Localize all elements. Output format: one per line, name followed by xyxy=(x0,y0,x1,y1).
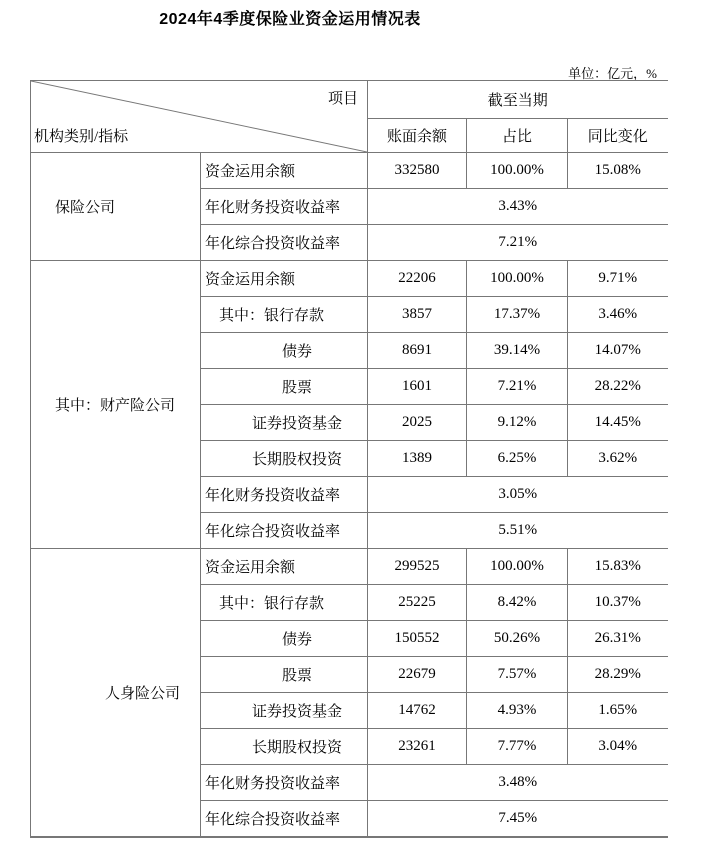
indicator-cell: 其中：银行存款 xyxy=(201,297,368,333)
share-cell: 4.93% xyxy=(467,693,568,729)
yoy-cell: 14.07% xyxy=(568,333,668,369)
page-title: 2024年4季度保险业资金运用情况表 xyxy=(159,11,421,28)
balance-cell: 1389 xyxy=(368,441,467,477)
header-row-1 xyxy=(31,81,668,119)
yoy-cell: 28.29% xyxy=(568,657,668,693)
yoy-cell: 15.08% xyxy=(568,153,668,189)
table-row xyxy=(31,153,668,189)
share-cell: 6.25% xyxy=(467,441,568,477)
balance-cell: 1601 xyxy=(368,369,467,405)
indicator-cell: 资金运用余额 xyxy=(201,261,368,297)
section-cell-3: 人身险公司 xyxy=(31,549,201,837)
indicator-cell: 年化财务投资收益率 xyxy=(201,477,368,513)
indicator-cell: 其中：银行存款 xyxy=(201,585,368,621)
table-body xyxy=(31,153,668,837)
balance-cell: 150552 xyxy=(368,621,467,657)
indicator-cell: 长期股权投资 xyxy=(201,441,368,477)
indicator-cell: 证券投资基金 xyxy=(201,405,368,441)
share-cell: 100.00% xyxy=(467,549,568,585)
indicator-cell: 年化财务投资收益率 xyxy=(201,765,368,801)
balance-cell: 3857 xyxy=(368,297,467,333)
corner-label-category: 机构类别/指标 xyxy=(34,129,129,145)
group-header-current-period: 截至当期 xyxy=(368,81,668,119)
yoy-cell: 26.31% xyxy=(568,621,668,657)
yoy-cell: 1.65% xyxy=(568,693,668,729)
share-cell: 50.26% xyxy=(467,621,568,657)
indicator-cell: 债券 xyxy=(201,333,368,369)
balance-cell: 299525 xyxy=(368,549,467,585)
share-cell: 7.57% xyxy=(467,657,568,693)
balance-cell: 2025 xyxy=(368,405,467,441)
column-header-balance: 账面余额 xyxy=(368,119,467,153)
balance-cell: 14762 xyxy=(368,693,467,729)
fund-utilization-table xyxy=(30,80,668,838)
merged-value-cell: 3.48% xyxy=(368,765,668,801)
yoy-cell: 3.62% xyxy=(568,441,668,477)
indicator-cell: 股票 xyxy=(201,369,368,405)
merged-value-cell: 7.45% xyxy=(368,801,668,837)
share-cell: 9.12% xyxy=(467,405,568,441)
merged-value-cell: 3.05% xyxy=(368,477,668,513)
yoy-cell: 10.37% xyxy=(568,585,668,621)
share-cell: 7.21% xyxy=(467,369,568,405)
yoy-cell: 9.71% xyxy=(568,261,668,297)
table-row xyxy=(31,549,668,585)
balance-cell: 25225 xyxy=(368,585,467,621)
column-header-yoy: 同比变化 xyxy=(568,119,668,153)
merged-value-cell: 7.21% xyxy=(368,225,668,261)
indicator-cell: 资金运用余额 xyxy=(201,549,368,585)
yoy-cell: 3.04% xyxy=(568,729,668,765)
balance-cell: 23261 xyxy=(368,729,467,765)
section-cell-2: 其中：财产险公司 xyxy=(31,261,201,549)
indicator-cell: 股票 xyxy=(201,657,368,693)
share-cell: 100.00% xyxy=(467,153,568,189)
table-row xyxy=(31,261,668,297)
indicator-cell: 资金运用余额 xyxy=(201,153,368,189)
balance-cell: 332580 xyxy=(368,153,467,189)
section-cell-1: 保险公司 xyxy=(31,153,201,261)
merged-value-cell: 3.43% xyxy=(368,189,668,225)
merged-value-cell: 5.51% xyxy=(368,513,668,549)
share-cell: 17.37% xyxy=(467,297,568,333)
indicator-cell: 年化财务投资收益率 xyxy=(201,189,368,225)
diagonal-corner-cell xyxy=(31,81,368,153)
corner-label-item: 项目 xyxy=(327,91,358,107)
indicator-cell: 长期股权投资 xyxy=(201,729,368,765)
yoy-cell: 14.45% xyxy=(568,405,668,441)
indicator-cell: 年化综合投资收益率 xyxy=(201,225,368,261)
indicator-cell: 年化综合投资收益率 xyxy=(201,801,368,837)
yoy-cell: 28.22% xyxy=(568,369,668,405)
balance-cell: 22679 xyxy=(368,657,467,693)
column-header-share: 占比 xyxy=(467,119,568,153)
share-cell: 39.14% xyxy=(467,333,568,369)
indicator-cell: 债券 xyxy=(201,621,368,657)
balance-cell: 8691 xyxy=(368,333,467,369)
share-cell: 100.00% xyxy=(467,261,568,297)
share-cell: 8.42% xyxy=(467,585,568,621)
unit-label: 单位：亿元，% xyxy=(568,66,657,81)
yoy-cell: 15.83% xyxy=(568,549,668,585)
balance-cell: 22206 xyxy=(368,261,467,297)
indicator-cell: 年化综合投资收益率 xyxy=(201,513,368,549)
yoy-cell: 3.46% xyxy=(568,297,668,333)
share-cell: 7.77% xyxy=(467,729,568,765)
indicator-cell: 证券投资基金 xyxy=(201,693,368,729)
